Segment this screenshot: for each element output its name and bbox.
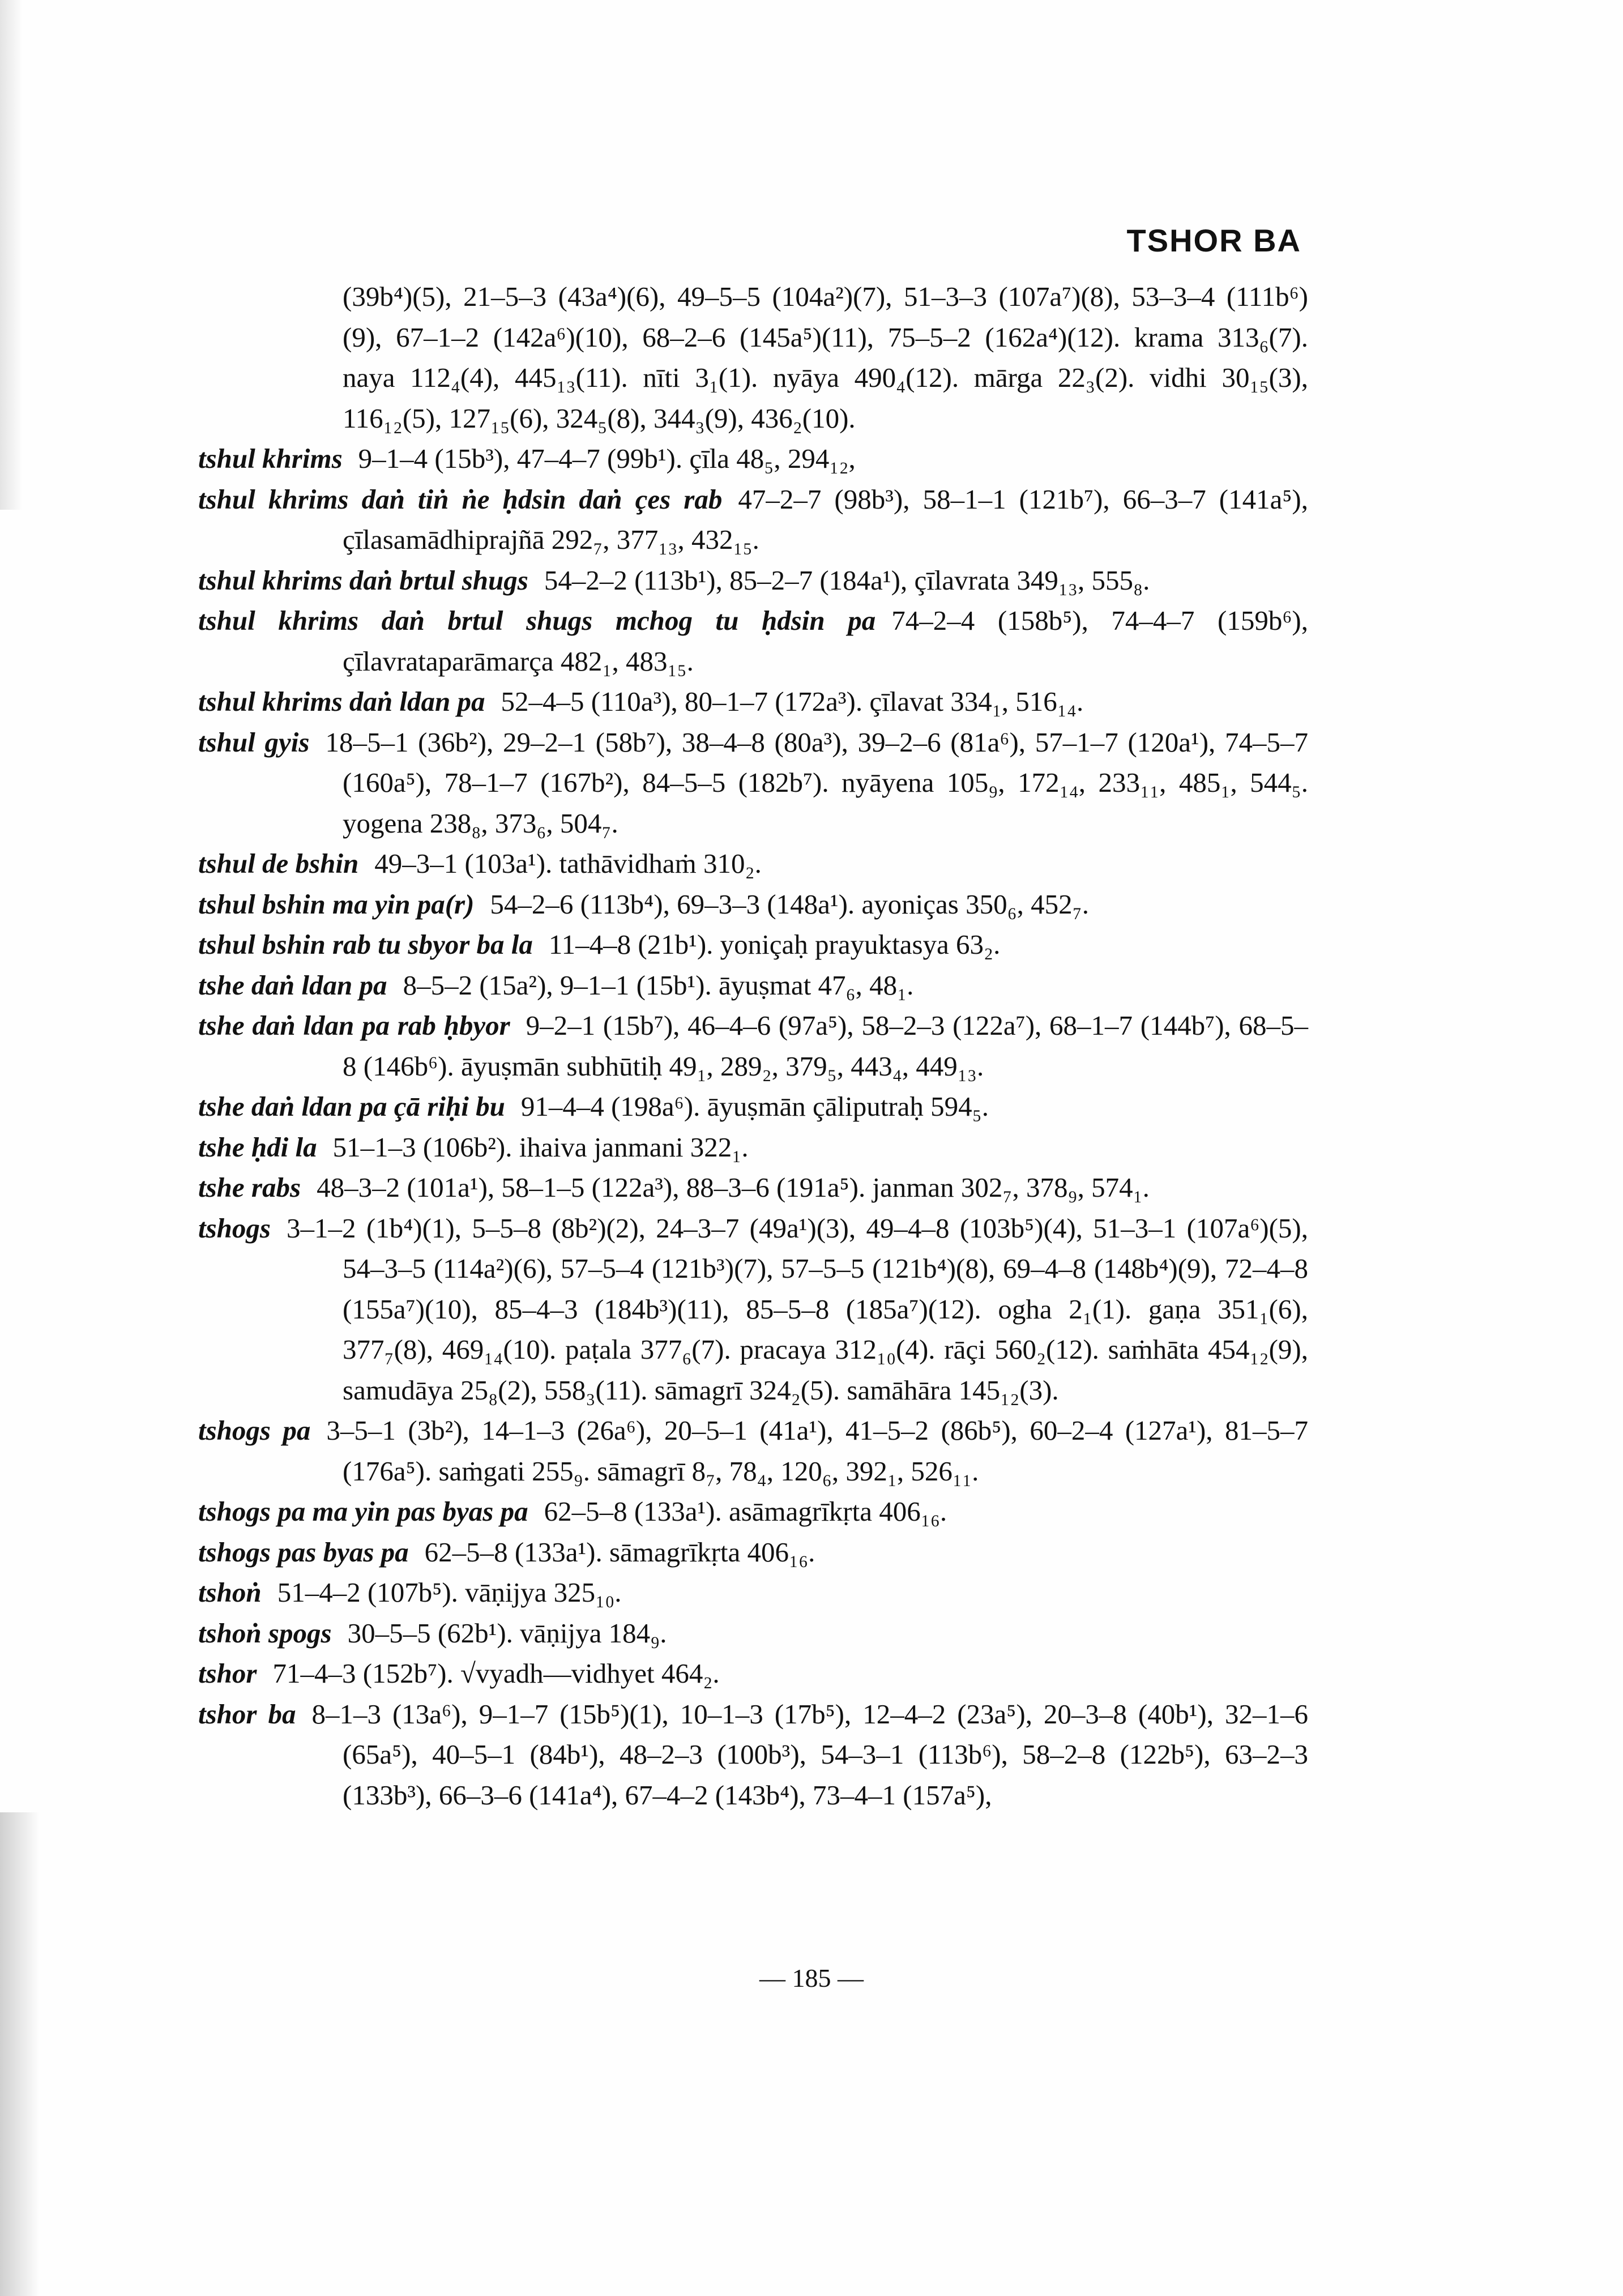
entry-references: 3–1–2 (1b⁴)(1), 5–5–8 (8b²)(2), 24–3–7 (49a¹)(3), 49–4–8 (103b⁵)(4), 51–3–1 (107a⁶)(5), 54–3–5 (114a²)(6), 57–5–4 (121b³)(7), 57–5–5 (121b⁴)(8), 69–4–8 (148b⁴)(9), 72–4–8 (155a⁷)(10), 85–4–3 (184b³)(11), 85–5–8 (185a⁷)(12). ogha 2₁(1). gaṇa 351₁(6), 377₇(8), 469₁₄(10). paṭala 377₆(7). pracaya 312₁₀(4). rāçi 560₂(12). saṁhāta 454₁₂(9), samudāya 25₈(2), 558₃(11). sāmagrī 324₂(5). samāhāra 145₁₂(3). [287, 1212, 1308, 1406]
index-entry [198, 1086, 1308, 1127]
entry-headword: tshoṅ [198, 1577, 262, 1608]
entry-headword: tshul khrims [198, 443, 343, 474]
entry-headword: tshogs pa [198, 1415, 311, 1446]
index-entry [198, 1613, 1308, 1654]
index-entry [198, 884, 1308, 925]
entry-references: 47–2–7 (98b³), 58–1–1 (121b⁷), 66–3–7 (141a⁵), çīlasamādhiprajñā 292₇, 377₁₃, 432₁₅. [343, 483, 1308, 555]
entry-references: 8–5–2 (15a²), 9–1–1 (15b¹). āyuṣmat 47₆, 48₁. [403, 969, 914, 1001]
running-head: TSHOR BA [1126, 223, 1301, 258]
entry-references: 3–5–1 (3b²), 14–1–3 (26a⁶), 20–5–1 (41a¹), 41–5–2 (86b⁵), 60–2–4 (127a¹), 81–5–7 (176a⁵). saṁgati 255₉. sāmagrī 8₇, 78₄, 120₆, 392₁, 526₁₁. [326, 1415, 1308, 1487]
index-entry [198, 600, 1308, 681]
entry-references: 49–3–1 (103a¹). tathāvidhaṁ 310₂. [374, 848, 762, 879]
index-entry [198, 1127, 1308, 1168]
entry-headword: tshe daṅ ldan pa çā riḥi bu [198, 1091, 505, 1122]
index-entry [198, 1005, 1308, 1086]
entry-references: 11–4–8 (21b¹). yoniçaḥ prayuktasya 63₂. [548, 929, 1001, 960]
entry-headword: tshul khrims daṅ brtul shugs mchog tu ḥdsin pa [198, 605, 876, 636]
entry-headword: tshor ba [198, 1698, 296, 1730]
entry-references: 18–5–1 (36b²), 29–2–1 (58b⁷), 38–4–8 (80a³), 39–2–6 (81a⁶), 57–1–7 (120a¹), 74–5–7 (160a⁵), 78–1–7 (167b²), 84–5–5 (182b⁷). nyāyena 105₉, 172₁₄, 233₁₁, 485₁, 544₅. yogena 238₈, 373₆, 504₇. [325, 726, 1308, 839]
index-entry [198, 1167, 1308, 1208]
index-entry [198, 1653, 1308, 1694]
entry-headword: tshogs [198, 1212, 271, 1244]
index-entry [198, 1694, 1308, 1816]
continuation-paragraph: (39b⁴)(5), 21–5–3 (43a⁴)(6), 49–5–5 (104a²)(7), 51–3–3 (107a⁷)(8), 53–3–4 (111b⁶)(9), 67–1–2 (142a⁶)(10), 68–2–6 (145a⁵)(11), 75–5–2 (162a⁴)(12). krama 313₆(7). naya 112₄(4), 445₁₃(11). nīti 3₁(1). nyāya 490₄(12). mārga 22₃(2). vidhi 30₁₅(3), 116₁₂(5), 127₁₅(6), 324₅(8), 344₃(9), 436₂(10). [343, 281, 1308, 434]
entry-references: 48–3–2 (101a¹), 58–1–5 (122a³), 88–3–6 (191a⁵). janman 302₇, 378₉, 574₁. [317, 1172, 1150, 1203]
entry-references: 9–2–1 (15b⁷), 46–4–6 (97a⁵), 58–2–3 (122a⁷), 68–1–7 (144b⁷), 68–5–8 (146b⁶). āyuṣmān subhūtiḥ 49₁, 289₂, 379₅, 443₄, 449₁₃. [343, 1010, 1309, 1082]
entry-references: 54–2–2 (113b¹), 85–2–7 (184a¹), çīlavrata 349₁₃, 555₈. [544, 564, 1150, 596]
entry-headword: tshe ḥdi la [198, 1131, 317, 1163]
index-entry [198, 438, 1308, 479]
entry-references: 62–5–8 (133a¹). asāmagrīkṛta 406₁₆. [544, 1496, 947, 1527]
entry-headword: tshul bshin rab tu sbyor ba la [198, 929, 533, 960]
entry-headword: tshul khrims daṅ tiṅ ṅe ḥdsin daṅ çes rab [198, 483, 723, 515]
index-entry [198, 1572, 1308, 1613]
entry-headword: tshoṅ spogs [198, 1617, 332, 1649]
entry-headword: tshul bshin ma yin pa(r) [198, 888, 475, 920]
index-entry [198, 965, 1308, 1006]
index-entry [198, 560, 1308, 601]
entry-headword: tshor [198, 1658, 257, 1689]
entry-headword: tshul de bshin [198, 848, 359, 879]
index-entry [198, 843, 1308, 884]
index-entry [198, 1491, 1308, 1532]
page-number: — 185 — [759, 1964, 864, 1992]
scan-shadow-bottom [0, 1812, 40, 2296]
index-entry [198, 479, 1308, 560]
entry-headword: tshul khrims daṅ ldan pa [198, 686, 485, 717]
entry-headword: tshogs pas byas pa [198, 1536, 409, 1568]
entry-references: 91–4–4 (198a⁶). āyuṣmān çāliputraḥ 594₅. [520, 1091, 989, 1122]
entry-references: 8–1–3 (13a⁶), 9–1–7 (15b⁵)(1), 10–1–3 (17b⁵), 12–4–2 (23a⁵), 20–3–8 (40b¹), 32–1–6 (65a⁵), 40–5–1 (84b¹), 48–2–3 (100b³), 54–3–1 (113b⁶), 58–2–8 (122b⁵), 63–2–3 (133b³), 66–3–6 (141a⁴), 67–4–2 (143b⁴), 73–4–1 (157a⁵), [311, 1698, 1308, 1811]
entry-headword: tshul khrims daṅ brtul shugs [198, 564, 528, 596]
index-entry [198, 681, 1308, 722]
entry-references: 52–4–5 (110a³), 80–1–7 (172a³). çīlavat 334₁, 516₁₄. [501, 686, 1084, 717]
entry-headword: tshe daṅ ldan pa rab ḥbyor [198, 1010, 510, 1041]
index-entry [198, 1208, 1308, 1411]
entry-references: 51–1–3 (106b²). ihaiva janmani 322₁. [332, 1131, 749, 1163]
index-entry [198, 924, 1308, 965]
index-entries [198, 276, 1308, 1815]
entry-references: 51–4–2 (107b⁵). vāṇijya 325₁₀. [277, 1577, 622, 1608]
entry-references: 74–2–4 (158b⁵), 74–4–7 (159b⁶), çīlavrataparāmarça 482₁, 483₁₅. [343, 605, 1308, 677]
entry-headword: tshe rabs [198, 1172, 301, 1203]
entry-references: 9–1–4 (15b³), 47–4–7 (99b¹). çīla 48₅, 294₁₂, [358, 443, 856, 474]
index-entry [198, 1410, 1308, 1491]
entry-references: 54–2–6 (113b⁴), 69–3–3 (148a¹). ayoniças 350₆, 452₇. [490, 888, 1089, 920]
entry-references: 30–5–5 (62b¹). vāṇijya 184₉. [347, 1617, 667, 1649]
entry-headword: tshul gyis [198, 726, 310, 758]
entry-references: 71–4–3 (152b⁷). √vyadh—vidhyet 464₂. [272, 1658, 720, 1689]
entry-headword: tshe daṅ ldan pa [198, 969, 387, 1001]
index-entry [198, 1532, 1308, 1573]
scan-shadow-top [0, 0, 23, 510]
entry-headword: tshogs pa ma yin pas byas pa [198, 1496, 528, 1527]
entry-references: 62–5–8 (133a¹). sāmagrīkṛta 406₁₆. [424, 1536, 815, 1568]
index-entry [198, 722, 1308, 844]
entry-list [198, 438, 1308, 1815]
